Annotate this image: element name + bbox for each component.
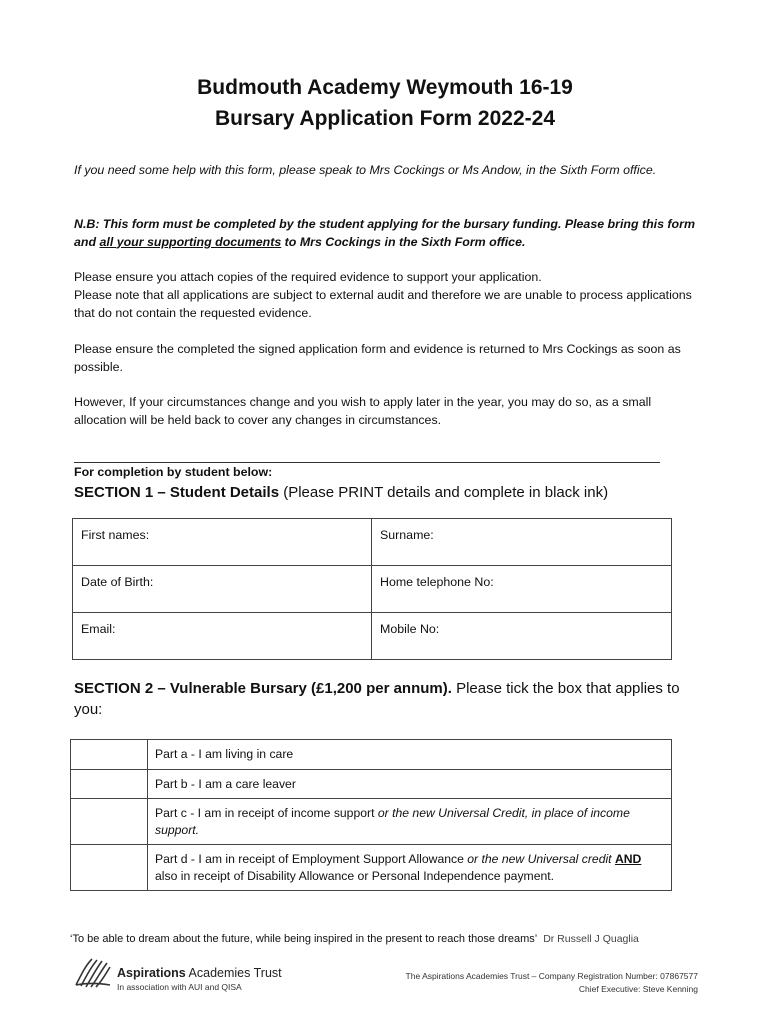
table-row <box>73 613 672 660</box>
bursary-options-table <box>70 739 672 891</box>
divider <box>74 462 660 463</box>
table-row <box>71 740 672 770</box>
dob-field[interactable]: Date of Birth: <box>73 566 372 613</box>
form-title-line2: Bursary Application Form 2022-24 <box>215 107 555 130</box>
part-c-label <box>148 799 672 845</box>
section2-heading-bold: SECTION 2 – Vulnerable Bursary (£1,200 per annum). <box>74 680 452 697</box>
table-row <box>71 769 672 799</box>
student-details-table <box>72 518 672 660</box>
part-d-rest: also in receipt of Disability Allowance or Personal Independence payment. <box>155 868 555 883</box>
nb-note <box>74 216 704 251</box>
tick-box-part-d[interactable] <box>71 845 148 891</box>
nb-underlined: all your supporting documents <box>99 234 282 249</box>
quote-author: Dr Russell J Quaglia <box>543 933 639 945</box>
table-row <box>71 845 672 891</box>
section1-heading-bold: SECTION 1 – Student Details <box>74 484 280 501</box>
form-title-line1: Budmouth Academy Weymouth 16-19 <box>197 76 573 99</box>
email-field[interactable]: Email: <box>73 613 372 660</box>
part-d-and: AND <box>614 852 642 866</box>
company-registration: The Aspirations Academies Trust – Company Registration Number: 07867577 <box>405 971 698 981</box>
trust-name-bold: Aspirations <box>117 966 186 980</box>
nb-suffix: to Mrs Cockings in the Sixth Form office. <box>281 234 526 249</box>
quote-text: ‘To be able to dream about the future, while being inspired in the present to reach those dreams’ <box>70 933 538 945</box>
mobile-field[interactable]: Mobile No: <box>372 613 672 660</box>
completion-label: For completion by student below: <box>74 465 273 479</box>
surname-field[interactable]: Surname: <box>372 519 672 566</box>
table-row <box>71 799 672 845</box>
section1-heading <box>74 482 694 503</box>
part-c-italic: or the new Universal Credit, in place of income support. <box>155 806 630 837</box>
help-note: If you need some help with this form, please speak to Mrs Cockings or Ms Andow, in the Sixth Form office. <box>74 163 657 177</box>
part-d-label <box>148 845 672 891</box>
section1-heading-normal: (Please PRINT details and complete in black ink) <box>279 484 609 501</box>
part-b-label: Part b - I am a care leaver <box>148 769 672 799</box>
chief-executive: Chief Executive: Steve Kenning <box>578 984 698 994</box>
trust-name <box>117 966 282 980</box>
part-c-normal: Part c - I am in receipt of income support <box>155 806 378 820</box>
part-d-normal: Part d - I am in receipt of Employment Support Allowance <box>155 852 468 866</box>
home-phone-field[interactable]: Home telephone No: <box>372 566 672 613</box>
table-row <box>73 519 672 566</box>
footer-quote <box>70 933 700 945</box>
aspirations-logo-icon <box>72 955 114 989</box>
part-a-label: Part a - I am living in care <box>148 740 672 770</box>
tick-box-part-a[interactable] <box>71 740 148 770</box>
table-row <box>73 566 672 613</box>
return-note: Please ensure the completed the signed application form and evidence is returned to Mrs Cockings as soon as possible. <box>74 342 681 374</box>
section2-heading <box>74 678 694 720</box>
circumstances-note: However, If your circumstances change and you wish to apply later in the year, you may do so, as a small allocation will be held back to cover any changes in circumstances. <box>74 395 652 427</box>
trust-name-rest: Academies Trust <box>185 966 282 980</box>
tick-box-part-c[interactable] <box>71 799 148 845</box>
trust-association: In association with AUI and QISA <box>117 982 242 992</box>
nb-prefix: N.B: This form must be completed by the student applying for the bursary funding. Please bring this form and <box>74 217 695 249</box>
tick-box-part-b[interactable] <box>71 769 148 799</box>
part-d-italic: or the new Universal credit <box>467 852 615 866</box>
evidence-note-1: Please ensure you attach copies of the required evidence to support your application. <box>74 270 542 284</box>
first-names-field[interactable]: First names: <box>73 519 372 566</box>
footer-company-info <box>406 970 698 996</box>
evidence-note-2: Please note that all applications are subject to external audit and therefore we are unable to process applications that do not contain the requested evidence. <box>74 288 692 320</box>
section2-heading-normal: Please tick the box that applies to you: <box>74 680 680 718</box>
